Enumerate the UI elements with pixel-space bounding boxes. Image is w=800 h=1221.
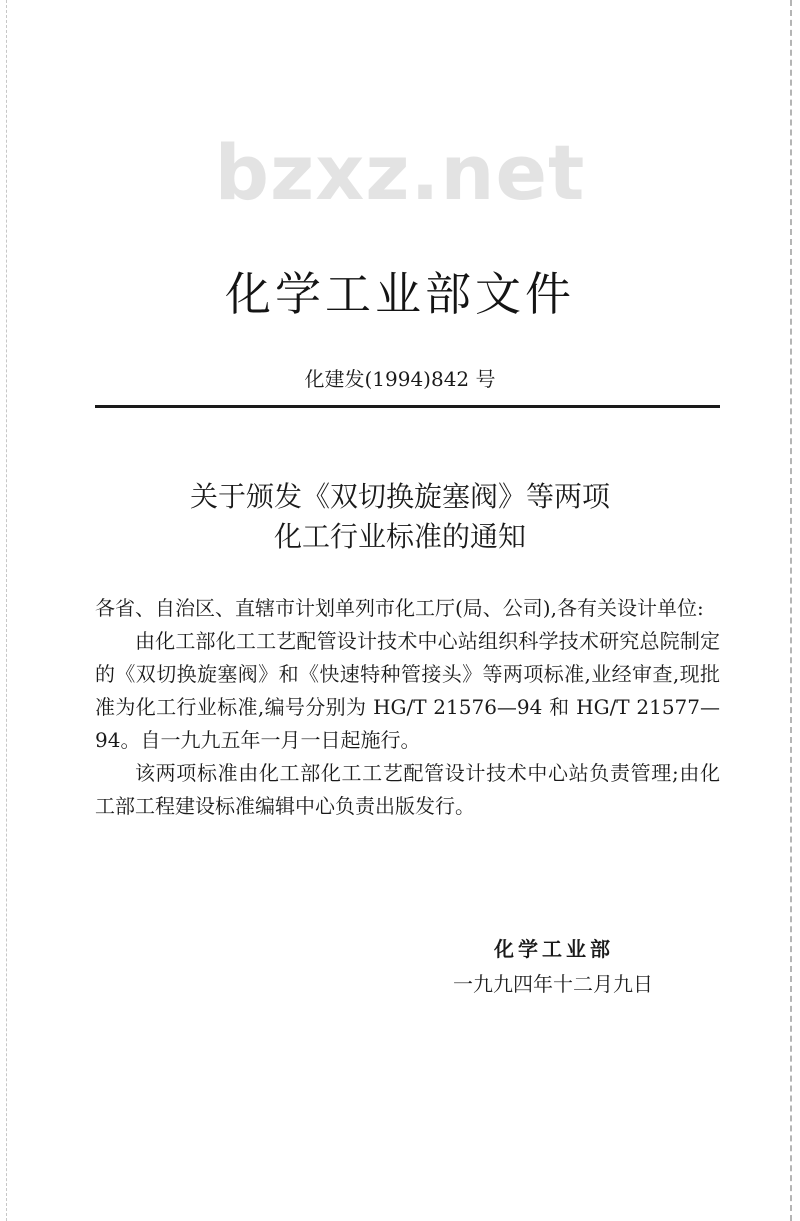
notice-body [95, 592, 720, 823]
document-title: 化学工业部文件 [225, 267, 575, 321]
document-number: 化建发(1994)842 号 [304, 367, 496, 391]
notice-title-line-1: 关于颁发《双切换旋塞阀》等两项 [189, 480, 610, 513]
body-paragraph-1: 由化工部化工工艺配管设计技术中心站组织科学技术研究总院制定的《双切换旋塞阀》和《快速特种管接头》等两项标准,业经审查,现批准为化工行业标准,编号分别为 HG/T 21576—94 和 HG/T 21577—94。自一九九五年一月一日起施行。 [95, 629, 720, 752]
notice-title-line-2: 化工行业标准的通知 [273, 520, 526, 553]
watermark: bzxz.net [214, 128, 586, 217]
header-divider [95, 405, 720, 408]
signature-date: 一九九四年十二月九日 [453, 972, 653, 996]
addressee: 各省、自治区、直辖市计划单列市化工厅(局、公司),各有关设计单位: [95, 596, 704, 620]
signature-organization: 化学工业部 [494, 937, 614, 961]
body-paragraph-2: 该两项标准由化工部化工工艺配管设计技术中心站负责管理;由化工部工程建设标准编辑中心负责出版发行。 [95, 761, 720, 818]
